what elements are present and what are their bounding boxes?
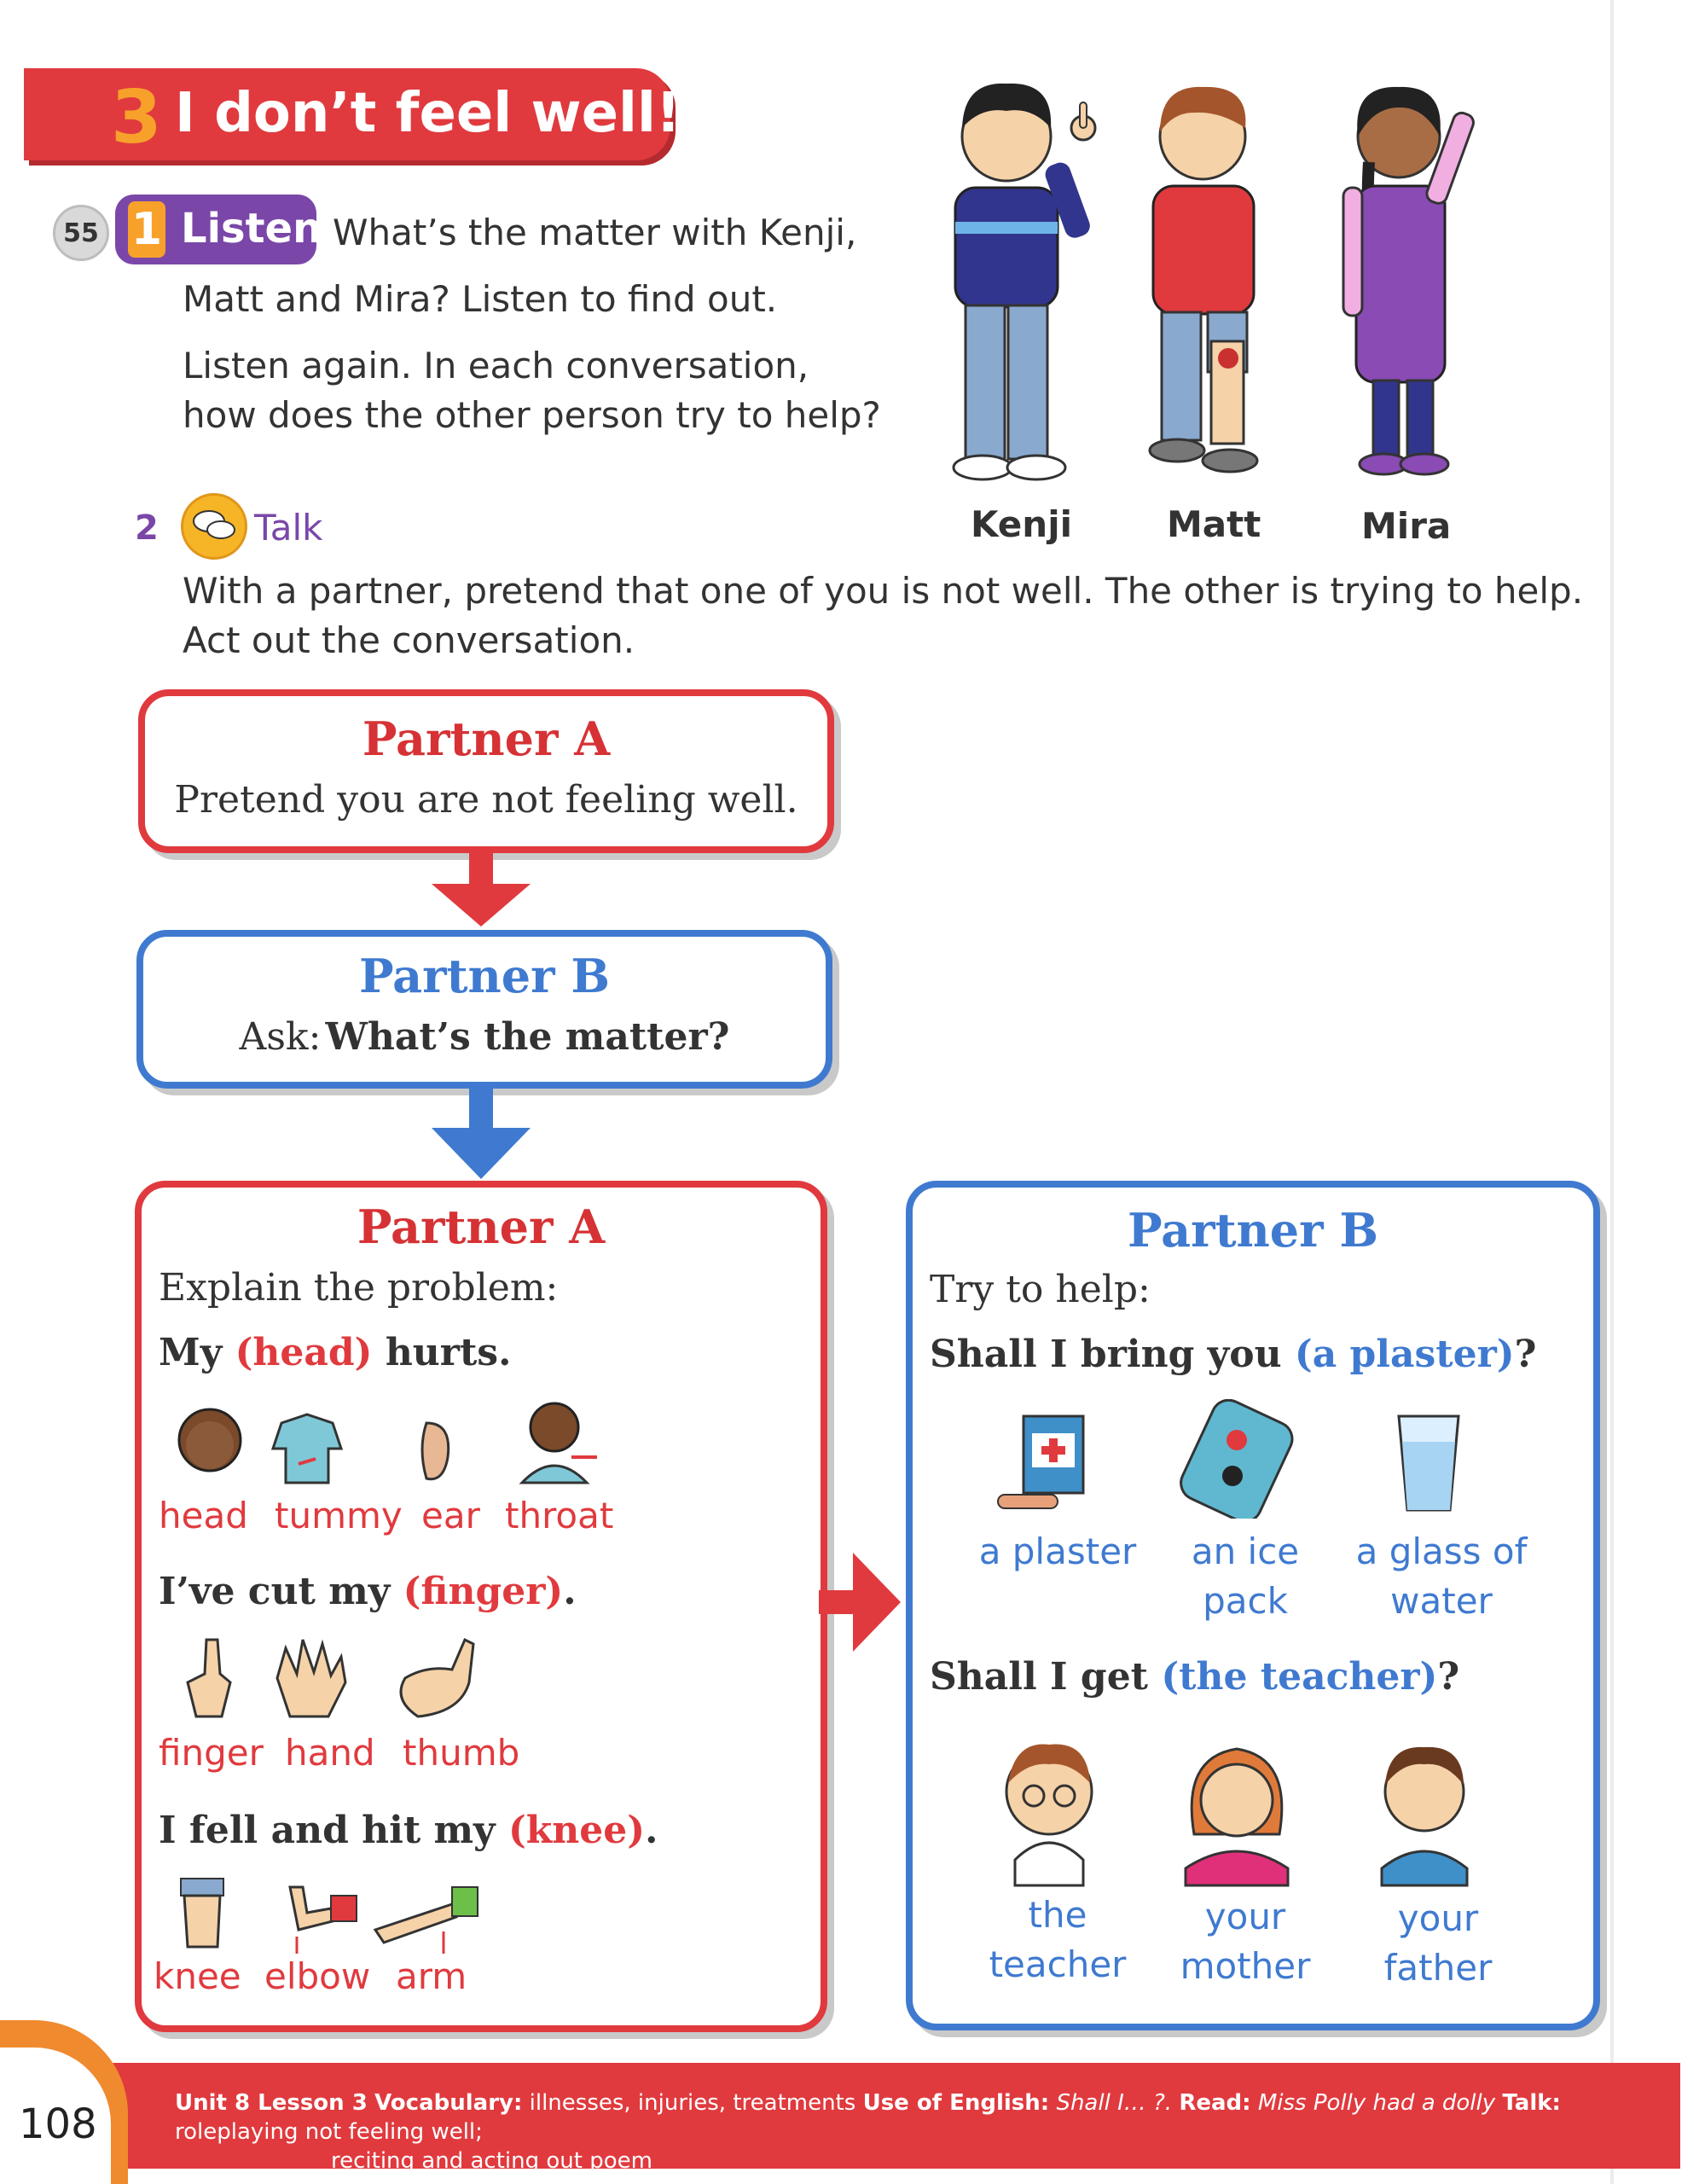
talk-label: Talk bbox=[254, 507, 323, 549]
listen-instruction-line1: What’s the matter with Kenji, bbox=[333, 212, 857, 253]
listen-label: Listen bbox=[181, 205, 322, 253]
knee-icon bbox=[181, 1879, 223, 1947]
people-icons bbox=[989, 1723, 1484, 1894]
partner-a-pretend-box bbox=[138, 689, 834, 853]
vocab-arm: arm bbox=[396, 1955, 467, 1997]
sentence-fell-hit-knee: I fell and hit my (knee). bbox=[159, 1809, 658, 1852]
teacher-icon bbox=[1006, 1745, 1092, 1885]
vocab-finger: finger bbox=[159, 1732, 264, 1774]
limb-icons-row3 bbox=[171, 1870, 512, 1955]
vocab-hand: hand bbox=[285, 1732, 375, 1774]
try-to-help-intro: Try to help: bbox=[930, 1268, 1151, 1311]
vocab-tummy: tummy bbox=[275, 1495, 403, 1536]
ice-pack-icon bbox=[1175, 1399, 1297, 1519]
characters-illustration bbox=[913, 60, 1510, 503]
arrow-down-blue bbox=[432, 1085, 531, 1179]
listen-instruction-line2: Matt and Mira? Listen to find out. bbox=[183, 278, 778, 320]
sentence-shall-i-get: Shall I get (the teacher)? bbox=[930, 1655, 1460, 1699]
hand-icon bbox=[277, 1640, 345, 1716]
vocab-a-plaster: a plaster bbox=[978, 1531, 1137, 1572]
hand-icons-row2 bbox=[171, 1631, 512, 1725]
vocab-head: head bbox=[159, 1495, 248, 1536]
character-name-kenji: Kenji bbox=[971, 503, 1072, 545]
partner-b-ask-prefix: Ask: bbox=[239, 1015, 322, 1059]
talk-activity-number: 2 bbox=[135, 508, 159, 548]
partner-a-pretend-text: Pretend you are not feeling well. bbox=[174, 778, 798, 822]
vocab-your-father: your father bbox=[1383, 1897, 1493, 1989]
page-number: 108 bbox=[19, 2100, 97, 2148]
vocab-throat: throat bbox=[505, 1495, 614, 1536]
partner-b-ask-phrase: What’s the matter? bbox=[325, 1015, 730, 1059]
character-name-matt: Matt bbox=[1167, 503, 1261, 545]
partner-a-problem-title: Partner A bbox=[357, 1199, 606, 1254]
lesson-title: I don’t feel well! bbox=[175, 82, 681, 145]
vocab-knee: knee bbox=[154, 1955, 241, 1997]
vocab-thumb: thumb bbox=[403, 1732, 520, 1774]
partner-b-help-title: Partner B bbox=[1127, 1203, 1379, 1258]
vocab-a-glass-of-water: a glass of water bbox=[1355, 1531, 1528, 1622]
plaster-box-icon bbox=[998, 1416, 1083, 1508]
sentence-shall-i-bring: Shall I bring you (a plaster)? bbox=[930, 1333, 1537, 1376]
body-parts-icons-row1 bbox=[171, 1397, 623, 1491]
glass-of-water-icon bbox=[1399, 1416, 1459, 1510]
vocab-an-ice-pack: an ice pack bbox=[1191, 1531, 1300, 1622]
tummy-icon bbox=[273, 1414, 341, 1483]
vocab-ear: ear bbox=[421, 1495, 480, 1536]
explain-problem-intro: Explain the problem: bbox=[159, 1266, 559, 1310]
audio-track-badge[interactable]: 55 bbox=[53, 205, 109, 261]
sentence-cut-finger: I’ve cut my (finger). bbox=[159, 1570, 577, 1613]
arrow-right-red bbox=[819, 1553, 901, 1652]
matt-figure bbox=[1150, 87, 1257, 472]
listen-instruction-line4: how does the other person try to help? bbox=[183, 394, 881, 436]
arrow-down-red bbox=[432, 850, 531, 926]
kenji-figure bbox=[954, 84, 1095, 479]
father-icon bbox=[1382, 1747, 1467, 1885]
talk-instruction-line1: With a partner, pretend that one of you is not well. The other is trying to help. bbox=[183, 570, 1584, 612]
listen-instruction-line3: Listen again. In each conversation, bbox=[183, 345, 809, 386]
ear-icon bbox=[422, 1423, 449, 1479]
lesson-number: 3 bbox=[111, 75, 162, 160]
mother-icon bbox=[1186, 1749, 1288, 1885]
partner-b-title: Partner B bbox=[358, 949, 611, 1003]
head-icon bbox=[179, 1409, 241, 1471]
throat-icon bbox=[522, 1403, 597, 1483]
footer-lesson-summary: Unit 8 Lesson 3 Vocabulary: illnesses, injuries, treatments Use of English: Shall I… ?. Read: Miss Polly had a dolly Talk: roleplaying not feeling well; reciting and acting out poem bbox=[175, 2090, 1561, 2174]
partner-a-title: Partner A bbox=[362, 712, 611, 766]
talk-instruction-line2: Act out the conversation. bbox=[183, 619, 635, 661]
character-name-mira: Mira bbox=[1361, 505, 1452, 547]
partner-b-ask-box bbox=[136, 930, 832, 1089]
treatment-icons bbox=[989, 1399, 1484, 1519]
page-spine-shadow bbox=[1610, 0, 1614, 2184]
thumb-icon bbox=[401, 1640, 473, 1716]
sentence-my-head-hurts: My (head) hurts. bbox=[159, 1331, 512, 1374]
finger-icon bbox=[188, 1640, 230, 1716]
listen-activity-number: 1 bbox=[128, 201, 165, 258]
vocab-the-teacher: the teacher bbox=[989, 1894, 1127, 1985]
elbow-icon bbox=[290, 1887, 357, 1954]
speech-bubbles-icon bbox=[181, 493, 247, 560]
arm-icon bbox=[375, 1887, 478, 1954]
vocab-your-mother: your mother bbox=[1180, 1896, 1311, 1987]
mira-figure bbox=[1343, 87, 1476, 474]
vocab-elbow: elbow bbox=[264, 1955, 371, 1997]
